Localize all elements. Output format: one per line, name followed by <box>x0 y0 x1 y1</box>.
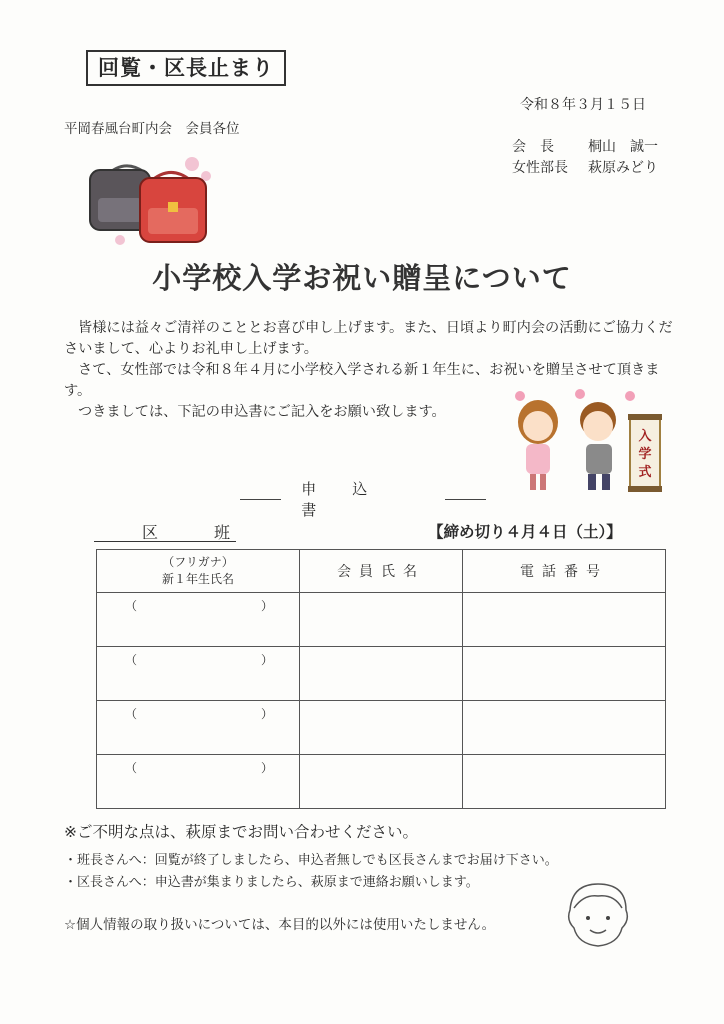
sign-char: 式 <box>638 465 652 480</box>
title-rule <box>445 499 486 500</box>
member-name-header: 会員氏名 <box>300 550 463 593</box>
child-name-header <box>97 550 300 593</box>
paren-close: ） <box>260 599 273 613</box>
school-backpack-illustration <box>84 152 224 252</box>
phone-cell[interactable] <box>463 701 666 755</box>
phone-cell[interactable] <box>463 755 666 809</box>
sender-role: 女性部長 <box>512 160 568 176</box>
privacy-note: ☆個人情報の取り扱いについては、本目的以外には使用いたしません。 <box>64 917 496 933</box>
sign-char: 入 <box>638 429 652 444</box>
deadline: 【締め切り４月４日（土）】 <box>428 523 622 541</box>
district-group-field <box>94 520 236 542</box>
application-form-title <box>240 478 486 520</box>
title-rule <box>240 499 281 500</box>
table-row <box>97 755 666 809</box>
child-name-cell[interactable] <box>97 647 300 701</box>
child-name-cell[interactable] <box>97 701 300 755</box>
sender-block <box>512 137 658 179</box>
member-name-cell[interactable] <box>300 647 463 701</box>
member-name-cell[interactable] <box>300 755 463 809</box>
paren-close: ） <box>260 707 273 721</box>
circulation-label: 回覧・区長止まり <box>86 50 286 86</box>
child-name-header-label: 新１年生氏名 <box>161 572 234 586</box>
body-text <box>64 318 674 423</box>
sender-name: 桐山 誠一 <box>588 139 658 155</box>
child-name-cell[interactable] <box>97 593 300 647</box>
sender-name: 萩原みどり <box>588 160 658 176</box>
furigana-header: （フリガナ） <box>162 555 234 569</box>
body-paragraph: 皆様には益々ご清祥のこととお喜び申し上げます。また、日頃より町内会の活動にご協力くださいまして、心よりお礼申し上げます。 <box>64 320 673 357</box>
sender-row <box>512 137 658 158</box>
paren-open: （ <box>125 761 138 775</box>
application-table <box>96 549 666 809</box>
body-paragraph: つきましては、下記の申込書にご記入をお願い致します。 <box>78 404 446 420</box>
table-row <box>97 593 666 647</box>
face-illustration <box>562 880 634 950</box>
table-row <box>97 701 666 755</box>
sender-role: 会長 <box>512 139 568 155</box>
paren-close: ） <box>260 653 273 667</box>
phone-cell[interactable] <box>463 647 666 701</box>
paren-open: （ <box>125 707 138 721</box>
group-label: 班 <box>214 523 231 542</box>
list-item: ・班長さんへ：回覧が終了しましたら、申込者無しでも区長さんまでお届け下さい。 <box>64 853 558 868</box>
inquiry-note: ※ご不明な点は、萩原までお問い合わせください。 <box>64 823 418 841</box>
table-header-row <box>97 550 666 593</box>
phone-header: 電話番号 <box>463 550 666 593</box>
date: 令和８年３月１５日 <box>520 97 646 113</box>
sender-row <box>512 158 658 179</box>
district-label: 区 <box>142 523 159 542</box>
addressee: 平岡春風台町内会 会員各位 <box>64 121 240 137</box>
instruction-list <box>64 850 558 894</box>
application-title-label: 申込書 <box>301 480 404 519</box>
page-title: 小学校入学お祝い贈呈について <box>152 261 572 295</box>
member-name-cell[interactable] <box>300 593 463 647</box>
sign-char: 学 <box>638 447 652 462</box>
member-name-cell[interactable] <box>300 701 463 755</box>
table-row <box>97 647 666 701</box>
paren-close: ） <box>260 761 273 775</box>
paren-open: （ <box>125 599 138 613</box>
phone-cell[interactable] <box>463 593 666 647</box>
child-name-cell[interactable] <box>97 755 300 809</box>
paren-open: （ <box>125 653 138 667</box>
list-item: ・区長さんへ：申込書が集まりましたら、萩原まで連絡お願いします。 <box>64 875 479 890</box>
body-paragraph: さて、女性部では令和８年４月に小学校入学される新１年生に、お祝いを贈呈させて頂きます。 <box>64 362 660 399</box>
